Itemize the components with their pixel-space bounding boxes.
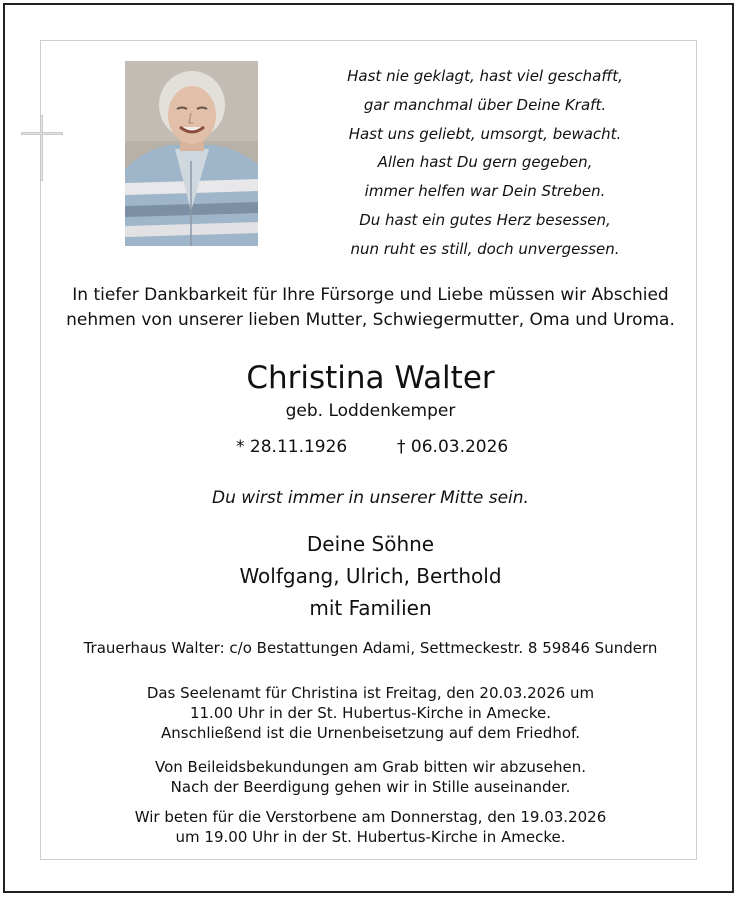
birth-date: * 28.11.1926 [236,437,348,457]
condolence-line: Von Beileidsbekundungen am Grab bitten wir abzusehen. [154,758,586,776]
family-line: Deine Söhne [306,532,435,556]
service-line: 11.00 Uhr in der St. Hubertus-Kirche in Amecke. [189,704,552,722]
motto: Du wirst immer in unserer Mitte sein. [212,488,529,508]
intro-text [0,283,741,333]
mourning-address: Trauerhaus Walter: c/o Bestattungen Adami, Settmeckestr. 8 59846 Sundern [83,639,658,657]
cross-icon [21,115,63,181]
poem-line: Hast uns geliebt, umsorgt, bewacht. [348,124,622,143]
poem [330,62,640,264]
poem-line: Hast nie geklagt, hast viel geschafft, [347,67,623,85]
poem-line: gar manchmal über Deine Kraft. [363,95,607,114]
family-line: mit Familien [309,596,432,620]
condolence-line: Nach der Beerdigung gehen wir in Stille auseinander. [170,778,571,796]
intro-line: In tiefer Dankbarkeit für Ihre Fürsorge und Liebe müssen wir Abschied [72,285,669,305]
deceased-name: Christina Walter [246,360,495,396]
prayer-line: um 19.00 Uhr in der St. Hubertus-Kirche in Amecke. [175,828,566,846]
condolence-note [0,757,741,797]
intro-line: nehmen von unserer lieben Mutter, Schwiegermutter, Oma und Uroma. [66,310,675,330]
poem-line: Allen hast Du gern gegeben, [377,153,593,172]
service-info [0,683,741,743]
service-line: Anschließend ist die Urnenbeisetzung auf dem Friedhof. [161,724,580,742]
portrait-photo [125,61,258,246]
prayer-info [0,807,741,847]
service-line: Das Seelenamt für Christina ist Freitag, den 20.03.2026 um [146,684,595,702]
family-signature [0,528,741,624]
poem-line: nun ruht es still, doch unvergessen. [350,239,620,258]
poem-line: Du hast ein gutes Herz besessen, [359,210,611,229]
death-date: † 06.03.2026 [397,437,509,457]
poem-line: immer helfen war Dein Streben. [364,182,606,201]
prayer-line: Wir beten für die Verstorbene am Donnerstag, den 19.03.2026 [134,808,607,826]
family-line: Wolfgang, Ulrich, Berthold [239,564,502,588]
birth-name: geb. Loddenkemper [285,401,456,421]
